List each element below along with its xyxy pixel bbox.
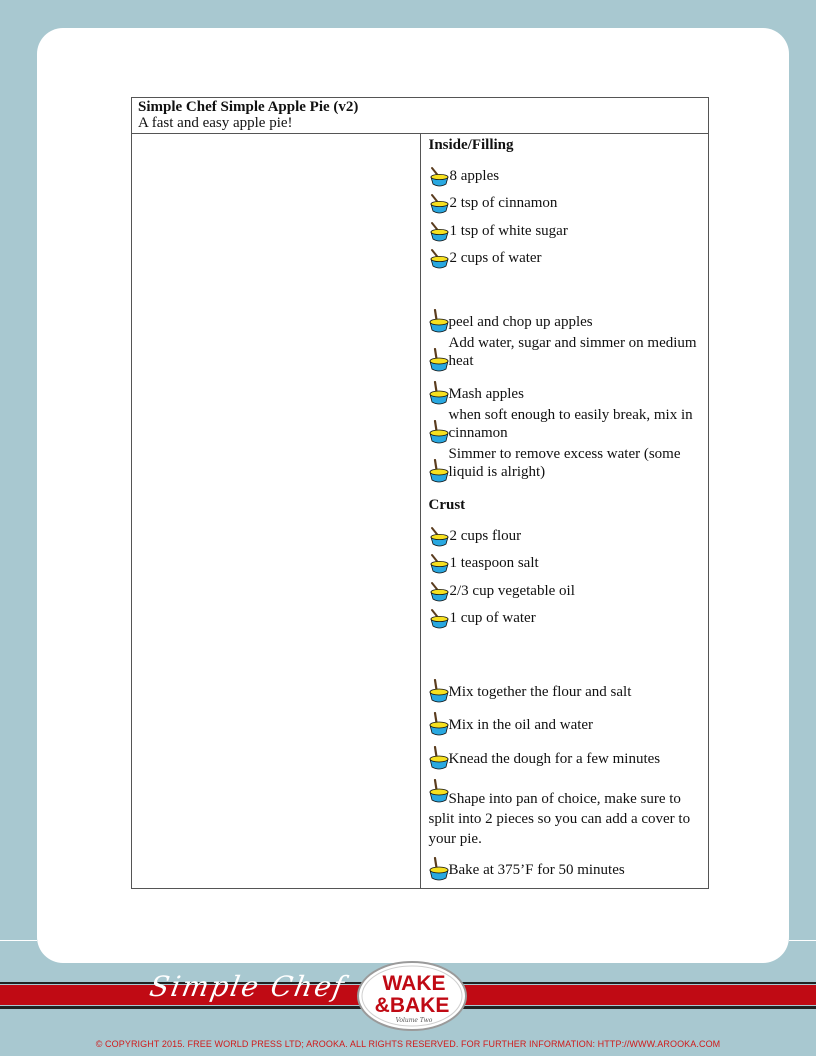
divider-line (789, 940, 816, 941)
mixing-bowl-icon (429, 857, 449, 882)
ingredient-item-text: 2 tsp of cinnamon (449, 195, 558, 211)
mixing-bowl-icon (429, 553, 450, 575)
mixing-bowl-icon (429, 348, 449, 373)
recipe-subtitle: A fast and easy apple pie! (138, 115, 293, 131)
logo-text-wake: WAKE (382, 972, 446, 995)
mixing-bowl-icon (429, 779, 449, 804)
step-item-text: Bake at 375’F for 50 minutes (448, 862, 625, 878)
ingredient-item (429, 520, 701, 548)
recipe-title: Simple Chef Simple Apple Pie (v2) (138, 99, 359, 115)
step-item-text: peel and chop up apples (448, 313, 593, 330)
mixing-bowl-icon (429, 746, 449, 771)
mixing-bowl-icon (429, 679, 449, 704)
recipe-table (131, 97, 709, 889)
mixing-bowl-icon (429, 526, 450, 548)
ingredient-item-text: 1 cup of water (449, 610, 536, 626)
step-item (429, 704, 701, 738)
mixing-bowl-icon (429, 309, 449, 334)
filling-heading: Inside/Filling (428, 137, 514, 153)
filling-step-list (429, 300, 701, 484)
ingredient-item-text: 1 tsp of white sugar (449, 222, 568, 239)
step-item (429, 445, 701, 484)
empty-cell (132, 134, 421, 889)
step-item (429, 300, 701, 334)
step-item-text: Mix in the oil and water (448, 717, 594, 733)
mixing-bowl-icon (429, 712, 449, 737)
mixing-bowl-icon (429, 221, 450, 243)
logo-text-volume: Volume Two (395, 1017, 433, 1024)
step-item-text: when soft enough to easily break, mix in cinnamon (448, 407, 693, 441)
ingredient-item (429, 215, 701, 243)
recipe-body (420, 134, 709, 889)
step-item-text: Mix together the flour and salt (448, 683, 632, 700)
copyright-notice: © COPYRIGHT 2015. FREE WORLD PRESS LTD; AROOKA. ALL RIGHTS RESERVED. FOR FURTHER INFORMATION: HTTP://WWW.AROOKA.COM (95, 1039, 721, 1049)
divider-line (0, 940, 37, 941)
recipe-header (132, 98, 709, 134)
ingredient-item-text: 2/3 cup vegetable oil (449, 582, 575, 599)
step-item (429, 737, 701, 771)
ingredient-item (429, 548, 701, 576)
ingredient-item-text: 2 cups flour (449, 527, 522, 544)
ingredient-item (429, 603, 701, 631)
mixing-bowl-icon (429, 166, 450, 188)
step-item (429, 334, 701, 373)
step-item-text: Mash apples (448, 386, 524, 402)
mixing-bowl-icon (429, 248, 450, 270)
step-item-text: Knead the dough for a few minutes (448, 750, 661, 767)
mixing-bowl-icon (429, 608, 450, 630)
step-item-text: Shape into pan of choice, make sure to split into 2 pieces so you can add a cover to your pie. (428, 790, 691, 847)
step-item-text: Simmer to remove excess water (some liquid is alright) (448, 446, 681, 480)
mixing-bowl-icon (429, 193, 450, 215)
mixing-bowl-icon (429, 420, 449, 445)
crust-ingredient-list (429, 520, 701, 630)
ingredient-item (429, 188, 701, 216)
step-item (429, 406, 701, 445)
step-item (429, 670, 701, 704)
ingredient-item (429, 243, 701, 271)
step-item (429, 771, 701, 849)
ingredient-item-text: 1 teaspoon salt (449, 555, 539, 571)
mixing-bowl-icon (429, 381, 449, 406)
filling-ingredient-list (429, 160, 701, 270)
ingredient-item-text: 8 apples (449, 167, 500, 184)
ingredient-item (429, 160, 701, 188)
ingredient-item-text: 2 cups of water (449, 250, 542, 266)
crust-step-list (429, 670, 701, 882)
wake-bake-logo (356, 960, 468, 1032)
step-item (429, 373, 701, 407)
mixing-bowl-icon (429, 459, 449, 484)
step-item-text: Add water, sugar and simmer on medium heat (448, 334, 697, 369)
crust-heading: Crust (428, 497, 466, 513)
logo-text-bake: &BAKE (374, 994, 450, 1017)
step-item (429, 849, 701, 883)
ingredient-item (429, 575, 701, 603)
brand-logo-text: Simple Chef (147, 970, 349, 1003)
mixing-bowl-icon (429, 581, 450, 603)
